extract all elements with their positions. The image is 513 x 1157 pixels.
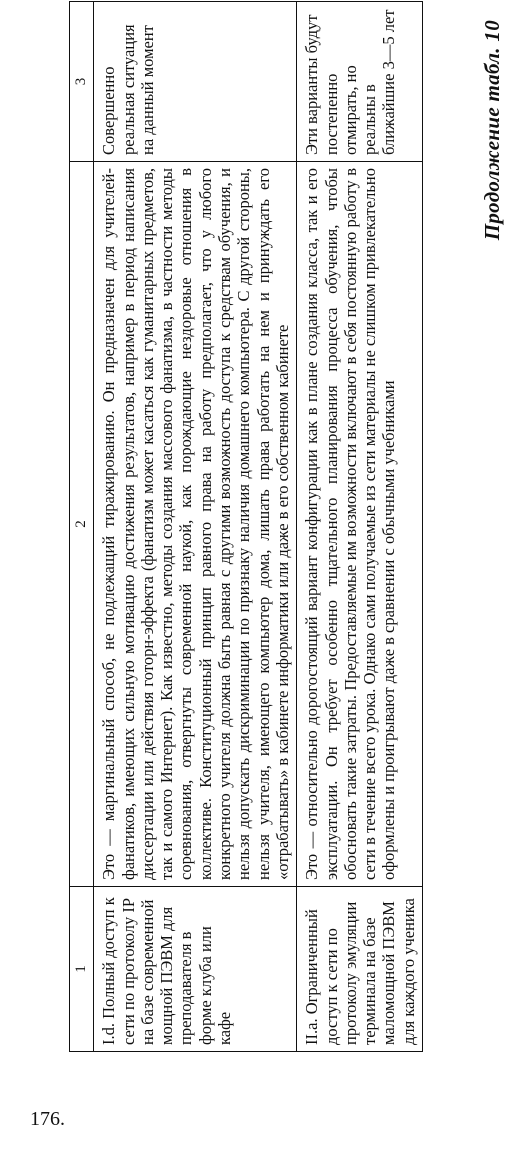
prospect-cell: Эти варианты будут постепенно отмирать, но реальны в ближайшие 3—5 лет (297, 2, 423, 162)
data-table (69, 1, 423, 1052)
table-header-row (70, 2, 94, 1052)
access-method-cell: I.d. Полный доступ к сети по протоколу IP на базе современной мощной ПЭВМ для преподавателя в форме клуба или кафе (94, 887, 297, 1052)
table-row (94, 2, 297, 1052)
column-header-2: 2 (70, 162, 94, 887)
column-header-3: 3 (70, 2, 94, 162)
table-continuation-label: Продолжение табл. 10 (480, 20, 504, 241)
access-method-cell: II.a. Ограниченный доступ к сети по протоколу эмуляции терминала на базе маломощной ПЭВМ для каждого ученика (297, 887, 423, 1052)
column-header-1: 1 (70, 887, 94, 1052)
description-cell: Это — относительно дорогостоящий вариант конфигурации как в плане создания класса, так и его эксплуатации. Он требует особенно тщательного планирования процесса обучения, чтобы обосновать такие затраты. Предоставляемые им возможности включают в себя постоянную работу в сети в течение всего урока. Однако сами получаемые из сети материалы не слишком привлекательно оформлены и проигрывают даже в сравнении с обычными учебниками (297, 162, 423, 887)
description-cell: Это — маргинальный способ, не подлежащий тиражированию. Он предназначен для учителей-фанатиков, имеющих сильную мотивацию достижения результатов, например в период написания диссертации или действия готорн-эффекта (фанатизм может касаться как гуманитарных предметов, так и самого Интернет). Как известно, методы создания массового фанатизма, в частности методы соревнования, отвергнуты современной наукой, как порождающие нездоровые отношения в коллективе. Конституционный принцип равного права на работу предполагает, что у любого конкретного учителя должна быть равная с другими возможность доступа к средствам обучения, и нельзя допускать дискриминации по признаку наличия домашнего компьютера. С другой стороны, нельзя учителя, имеющего компьютер дома, лишать права работать на нем и принуждать его «отрабатывать» в кабинете информатики или даже в его собственном кабинете (94, 162, 297, 887)
table-row (297, 2, 423, 1052)
prospect-cell: Совершенно реальная ситуация на данный момент (94, 2, 297, 162)
page-number: 176. (30, 1108, 65, 1130)
